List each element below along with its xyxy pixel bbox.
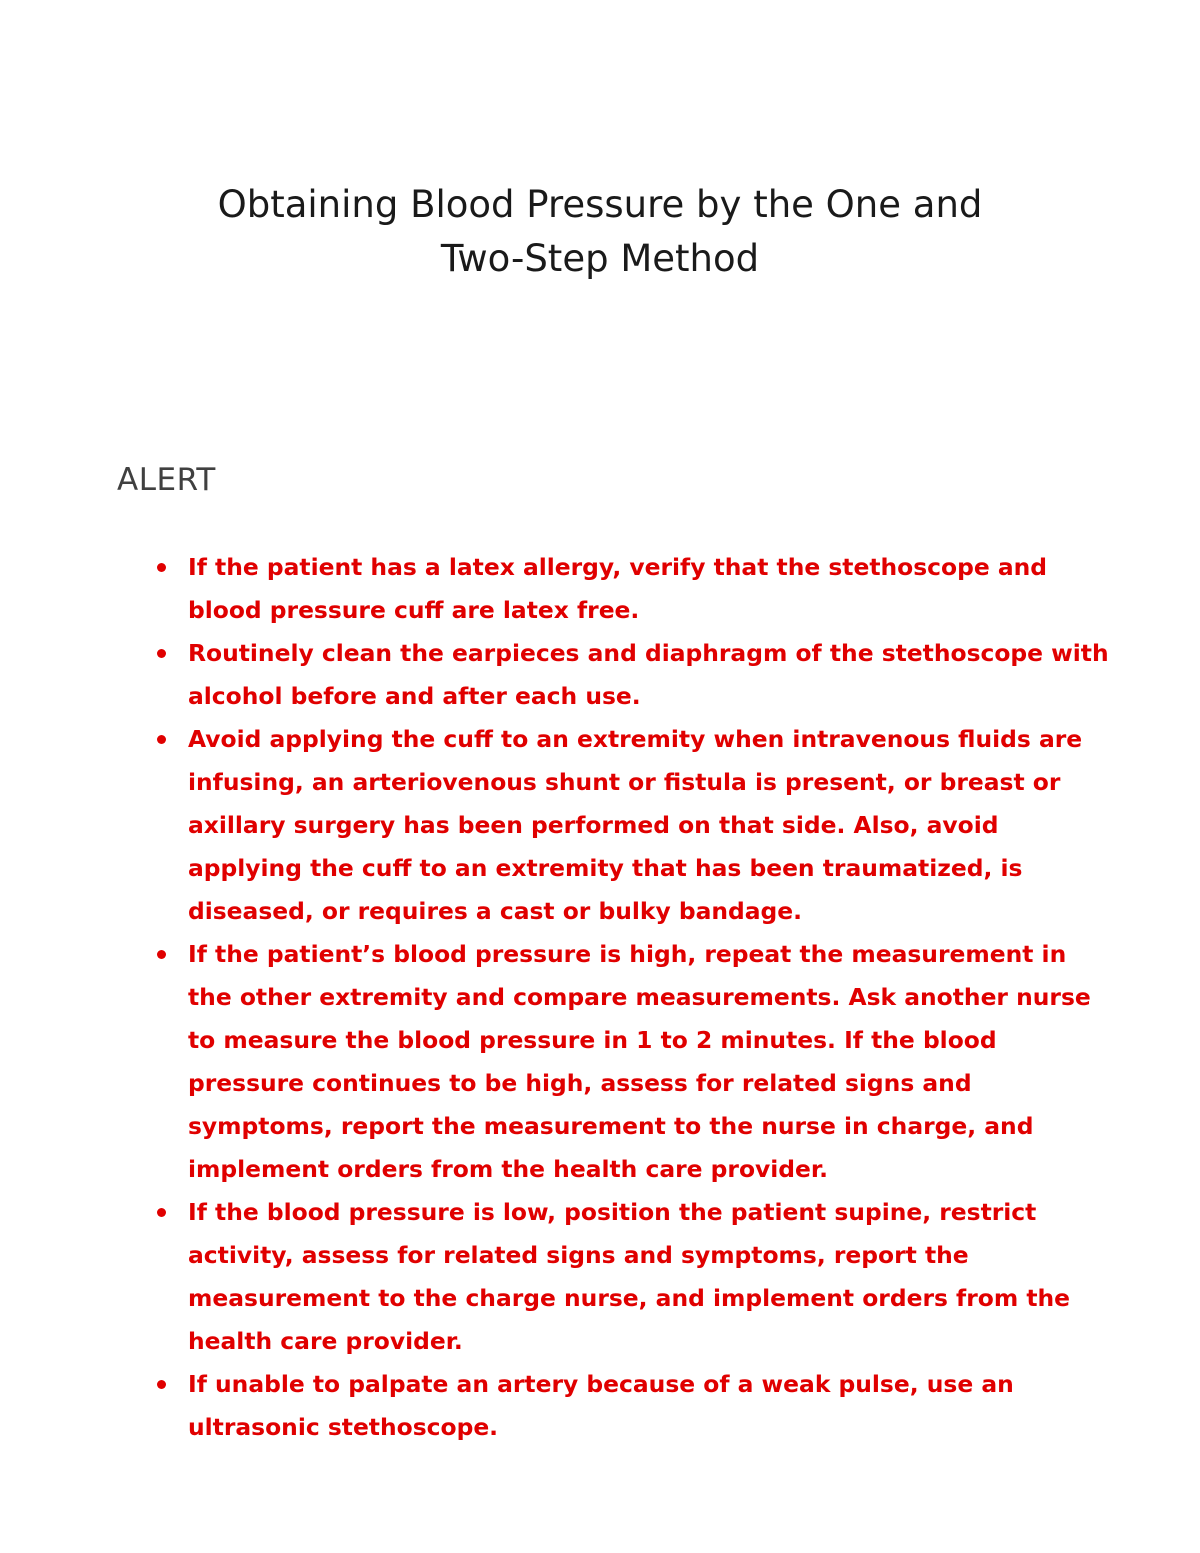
- bullet-icon: [157, 563, 166, 572]
- alert-list: [150, 546, 1110, 1449]
- alert-item-text: Routinely clean the earpieces and diaphragm of the stethoscope with alcohol before and after each use.: [188, 639, 1109, 710]
- bullet-icon: [157, 735, 166, 744]
- alert-item-text: If the patient’s blood pressure is high, repeat the measurement in the other extremity and compare measurements. Ask another nurse to measure the blood pressure in 1 to 2 minutes. If the blood pressure continues to be high, assess for related signs and symptoms, report the measurement to the nurse in charge, and implement orders from the health care provider.: [188, 940, 1091, 1183]
- alert-item-avoid-cuff: [150, 718, 1110, 933]
- bullet-icon: [157, 1380, 166, 1389]
- title-line-2: Two-Step Method: [440, 237, 760, 280]
- alert-item-text: Avoid applying the cuff to an extremity when intravenous fluids are infusing, an arteriovenous shunt or fistula is present, or breast or axillary surgery has been performed on that side. Also, avoid applying the cuff to an extremity that has been traumatized, is diseased, or requires a cast or bulky bandage.: [188, 725, 1083, 925]
- alert-item-text: If unable to palpate an artery because of a weak pulse, use an ultrasonic stethoscope.: [188, 1370, 1014, 1441]
- page-title: [0, 178, 1200, 286]
- title-line-1: Obtaining Blood Pressure by the One and: [217, 183, 983, 226]
- bullet-icon: [157, 950, 166, 959]
- alert-item-text: If the patient has a latex allergy, verify that the stethoscope and blood pressure cuff are latex free.: [188, 553, 1048, 624]
- alert-item-high-pressure: [150, 933, 1110, 1191]
- alert-item-text: If the blood pressure is low, position the patient supine, restrict activity, assess for related signs and symptoms, report the measurement to the charge nurse, and implement orders from the health care provider.: [188, 1198, 1071, 1355]
- bullet-icon: [157, 649, 166, 658]
- alert-item-latex-allergy: [150, 546, 1110, 632]
- alert-heading: ALERT: [117, 462, 216, 498]
- alert-item-clean-stethoscope: [150, 632, 1110, 718]
- bullet-icon: [157, 1208, 166, 1217]
- alert-item-weak-pulse: [150, 1363, 1110, 1449]
- alert-item-low-pressure: [150, 1191, 1110, 1363]
